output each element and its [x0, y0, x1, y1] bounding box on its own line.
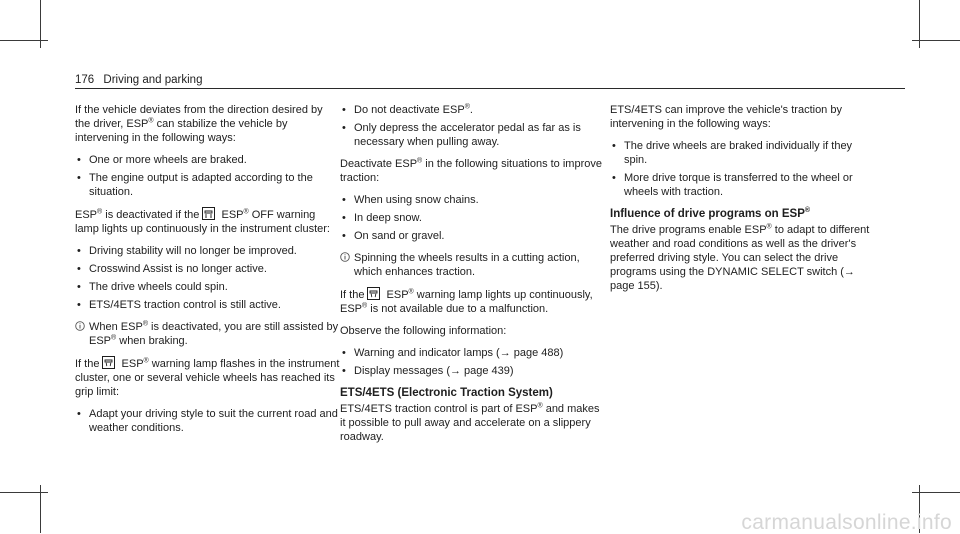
cross-reference-link[interactable]: • Warning and indicator lamps (→ page 488): [340, 346, 605, 360]
info-note: Spinning the wheels results in a cutting action, which enhances traction.: [340, 251, 605, 279]
list-item: • Do not deactivate ESP®.: [340, 103, 605, 117]
bullet-list: [340, 346, 605, 378]
list-item: • Crosswind Assist is no longer active.: [75, 262, 340, 276]
paragraph: Deactivate ESP® in the following situations to improve traction:: [340, 157, 602, 184]
bullet-list: [340, 193, 605, 243]
header-rule: [75, 88, 905, 89]
list-item: • The engine output is adapted according to the situation.: [75, 171, 340, 199]
list-item: • More drive torque is transferred to the wheel or wheels with traction.: [610, 171, 875, 199]
crop-mark-tr-h: [912, 40, 960, 41]
info-icon: [75, 321, 85, 331]
list-item: • ETS/4ETS traction control is still active.: [75, 298, 340, 312]
section-title: Driving and parking: [103, 74, 203, 86]
bullet-list: [75, 244, 340, 312]
cross-reference-link[interactable]: to adapt to different weather and road conditions as well as the driver's preferred driving style. You can select the drive programs using the DYNAMIC SELECT switch (→ page 155).: [610, 224, 870, 292]
list-item: • One or more wheels are braked.: [75, 153, 340, 167]
watermark: carmanualsonline.info: [741, 511, 952, 534]
column-3: [610, 103, 875, 301]
paragraph: ETS/4ETS traction control is part of ESP® and makes it possible to pull away and accelerate on a slippery roadway.: [340, 402, 600, 443]
esp-off-icon: [202, 207, 215, 220]
paragraph: If the vehicle deviates from the direction desired by the driver, ESP® can stabilize the vehicle by intervening in the following ways:: [75, 104, 323, 144]
crop-mark-bl-h: [0, 492, 48, 493]
bullet-list: [75, 407, 340, 435]
cross-reference-link[interactable]: • Display messages (→ page 439): [340, 364, 605, 378]
paragraph: ETS/4ETS can improve the vehicle's traction by intervening in the following ways:: [610, 104, 842, 130]
list-item: • Only depress the accelerator pedal as far as is necessary when pulling away.: [340, 121, 605, 149]
bullet-list: [340, 103, 605, 149]
bullet-list: [610, 139, 875, 199]
list-item: • In deep snow.: [340, 211, 605, 225]
column-1: [75, 103, 340, 443]
bullet-list: [75, 153, 340, 199]
paragraph: Observe the following information:: [340, 325, 507, 337]
list-item: • The drive wheels could spin.: [75, 280, 340, 294]
crop-mark-tl-h: [0, 40, 48, 41]
paragraph: ESP® is deactivated if the ESP® OFF warning lamp lights up continuously in the instrument cluster:: [75, 208, 330, 235]
info-icon: [340, 252, 350, 262]
paragraph: If the ESP® warning lamp flashes in the instrument cluster, one or several vehicle wheels has reached its grip limit:: [75, 357, 340, 398]
list-item: • Driving stability will no longer be improved.: [75, 244, 340, 258]
list-item: • Adapt your driving style to suit the current road and weather conditions.: [75, 407, 340, 435]
list-item: • On sand or gravel.: [340, 229, 605, 243]
paragraph: The drive programs enable ESP® to adapt to different weather and road conditions as well as the driver's preferred driving style. You can select the drive programs using the DYNAMIC SELECT switch (→ page 155).: [610, 223, 870, 292]
paragraph: If the ESP® warning lamp lights up continuously, ESP® is not available due to a malfunction.: [340, 288, 593, 315]
info-note: When ESP® is deactivated, you are still assisted by ESP® when braking.: [75, 320, 340, 348]
section-heading: Influence of drive programs on ESP®: [610, 207, 811, 220]
list-item: • When using snow chains.: [340, 193, 605, 207]
esp-warning-icon: [367, 287, 380, 300]
crop-mark-br-h: [912, 492, 960, 493]
section-heading: ETS/4ETS (Electronic Traction System): [340, 387, 553, 399]
list-item: • The drive wheels are braked individually if they spin.: [610, 139, 875, 167]
column-2: [340, 103, 605, 452]
page-number: 176: [75, 74, 95, 86]
page-header: [75, 73, 202, 87]
esp-warning-icon: [102, 356, 115, 369]
